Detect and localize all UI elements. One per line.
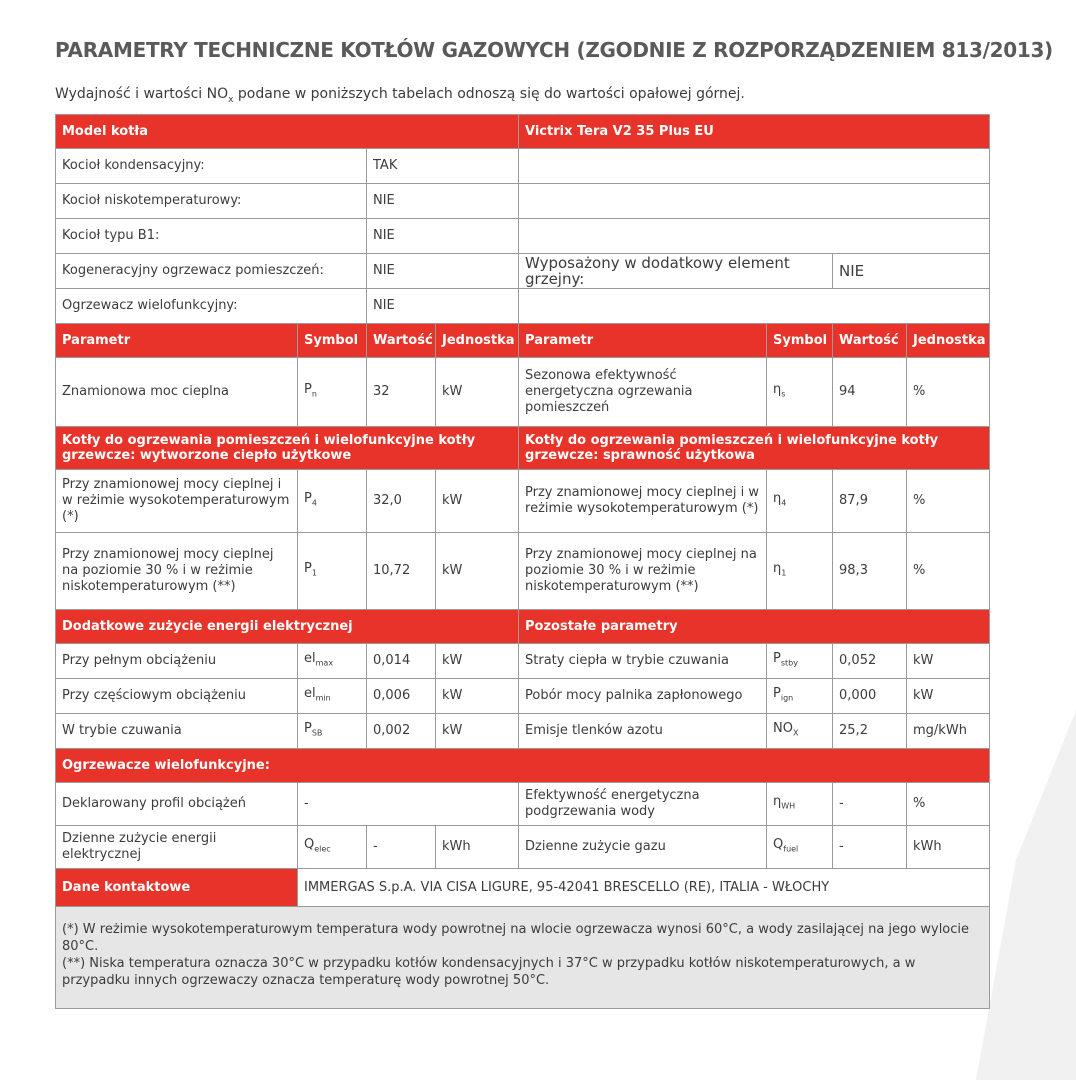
unit-cell: % — [907, 358, 990, 427]
col-header-unit: Jednostka — [436, 324, 519, 358]
param-cell: Przy znamionowej mocy cieplnej na poziomie 30 % i w reżimie niskotemperaturowym (**) — [56, 533, 298, 610]
col-header-unit: Jednostka — [907, 324, 990, 358]
unit-cell: kW — [436, 714, 519, 749]
param-cell: Straty ciepła w trybie czuwania — [519, 644, 767, 679]
table-row — [56, 644, 990, 679]
symbol-cell — [298, 533, 367, 610]
unit-cell: kW — [907, 644, 990, 679]
symbol-text: η — [773, 793, 782, 809]
col-header-symbol: Symbol — [767, 324, 833, 358]
symbol-cell — [298, 470, 367, 533]
col-header-value: Wartość — [833, 324, 907, 358]
footnote: (**) Niska temperatura oznacza 30°C w przypadku kotłów kondensacyjnych i 37°C w przypadku kotłów niskotemperaturowych, a w przypadku innych ogrzewaczy oznacza temperaturę wody powrotnej 50°C. — [62, 956, 916, 988]
empty-cell — [519, 149, 990, 184]
symbol-cell — [298, 358, 367, 427]
value-cell: 0,002 — [367, 714, 436, 749]
boiler-type-row — [56, 254, 990, 289]
symbol-text: η — [773, 381, 782, 397]
symbol-text: el — [304, 650, 316, 666]
symbol-cell — [298, 644, 367, 679]
param-cell: Emisje tlenków azotu — [519, 714, 767, 749]
col-header-symbol: Symbol — [298, 324, 367, 358]
symbol-cell — [767, 644, 833, 679]
footnotes — [56, 907, 990, 1009]
symbol-subscript: 4 — [311, 498, 317, 508]
empty-cell — [519, 184, 990, 219]
symbol-subscript: elec — [314, 844, 331, 854]
value-cell: 32,0 — [367, 470, 436, 533]
table-row — [56, 826, 990, 869]
value-cell: - — [367, 826, 436, 869]
intro-text — [55, 86, 745, 105]
contact-label: Dane kontaktowe — [56, 869, 298, 907]
value-cell: 87,9 — [833, 470, 907, 533]
symbol-text: P — [773, 685, 781, 701]
unit-cell: kW — [436, 533, 519, 610]
symbol-cell — [767, 470, 833, 533]
section-header-row — [56, 610, 990, 644]
symbol-text: Q — [304, 836, 315, 852]
value-cell: - — [833, 783, 907, 826]
intro-text-part: podane w poniższych tabelach odnoszą się do wartości opałowej górnej. — [233, 86, 745, 102]
boiler-type-row — [56, 289, 990, 324]
table-row — [56, 783, 990, 826]
symbol-cell — [767, 714, 833, 749]
section-title: Kotły do ogrzewania pomieszczeń i wielofunkcyjne kotły grzewcze: wytworzone ciepło użytkowe — [56, 427, 519, 470]
symbol-text: η — [773, 560, 782, 576]
symbol-cell — [767, 358, 833, 427]
extra-heater-label: Wyposażony w dodatkowy element grzejny: — [519, 254, 833, 289]
value-cell: - — [298, 783, 519, 826]
symbol-subscript: 1 — [781, 568, 787, 578]
footnote: (*) W reżimie wysokotemperaturowym temperatura wody powrotnej na wlocie ogrzewacza wynosi 60°C, a wody zasilającej na jego wylocie 80°C. — [62, 922, 970, 954]
boiler-type-label: Kocioł niskotemperaturowy: — [56, 184, 367, 219]
intro-text-part: Wydajność i wartości NO — [55, 86, 229, 102]
symbol-subscript: fuel — [783, 844, 799, 854]
param-cell: Znamionowa moc cieplna — [56, 358, 298, 427]
column-header-row — [56, 324, 990, 358]
symbol-cell — [767, 826, 833, 869]
symbol-subscript: stby — [780, 658, 798, 668]
spec-table — [55, 114, 990, 1009]
table-row — [56, 679, 990, 714]
section-header-row — [56, 427, 990, 470]
value-cell: 98,3 — [833, 533, 907, 610]
symbol-cell — [767, 679, 833, 714]
table-row — [56, 470, 990, 533]
symbol-cell — [298, 714, 367, 749]
unit-cell: % — [907, 783, 990, 826]
unit-cell: kW — [436, 679, 519, 714]
section-title: Pozostałe parametry — [519, 610, 990, 644]
param-cell: Przy częściowym obciążeniu — [56, 679, 298, 714]
contact-value: IMMERGAS S.p.A. VIA CISA LIGURE, 95-42041 BRESCELLO (RE), ITALIA - WŁOCHY — [298, 869, 990, 907]
symbol-text: P — [304, 720, 312, 736]
param-cell: Efektywność energetyczna podgrzewania wody — [519, 783, 767, 826]
symbol-cell — [767, 783, 833, 826]
symbol-subscript: min — [315, 693, 331, 703]
symbol-subscript: WH — [781, 801, 796, 811]
contact-row — [56, 869, 990, 907]
value-cell: 0,000 — [833, 679, 907, 714]
param-cell: Przy znamionowej mocy cieplnej i w reżimie wysokotemperaturowym (*) — [56, 470, 298, 533]
symbol-text: el — [304, 685, 316, 701]
model-label: Model kotła — [56, 115, 519, 149]
symbol-subscript: s — [781, 389, 786, 399]
value-cell: 0,014 — [367, 644, 436, 679]
unit-cell: kWh — [436, 826, 519, 869]
page-title: PARAMETRY TECHNICZNE KOTŁÓW GAZOWYCH (ZGODNIE Z ROZPORZĄDZENIEM 813/2013) — [55, 38, 1053, 62]
symbol-cell — [767, 533, 833, 610]
table-row — [56, 533, 990, 610]
param-cell: Pobór mocy palnika zapłonowego — [519, 679, 767, 714]
symbol-subscript: n — [311, 389, 317, 399]
boiler-type-row — [56, 149, 990, 184]
symbol-text: P — [773, 650, 781, 666]
param-cell: Dzienne zużycie gazu — [519, 826, 767, 869]
intro-subscript: x — [228, 94, 234, 105]
symbol-subscript: max — [315, 658, 334, 668]
symbol-cell — [298, 679, 367, 714]
extra-heater-value: NIE — [833, 254, 990, 289]
param-cell: Przy pełnym obciążeniu — [56, 644, 298, 679]
value-cell: 10,72 — [367, 533, 436, 610]
boiler-type-label: Kocioł typu B1: — [56, 219, 367, 254]
col-header-param: Parametr — [519, 324, 767, 358]
symbol-subscript: ign — [780, 693, 794, 703]
value-cell: 0,052 — [833, 644, 907, 679]
unit-cell: kW — [436, 358, 519, 427]
symbol-text: NO — [773, 720, 793, 736]
symbol-subscript: SB — [311, 728, 323, 738]
nominal-row — [56, 358, 990, 427]
empty-cell — [519, 219, 990, 254]
boiler-type-label: Kocioł kondensacyjny: — [56, 149, 367, 184]
section-title: Kotły do ogrzewania pomieszczeń i wielofunkcyjne kotły grzewcze: sprawność użytkowa — [519, 427, 990, 470]
col-header-value: Wartość — [367, 324, 436, 358]
section-title: Ogrzewacze wielofunkcyjne: — [56, 749, 990, 783]
symbol-cell — [298, 826, 367, 869]
model-value: Victrix Tera V2 35 Plus EU — [519, 115, 990, 149]
param-cell: W trybie czuwania — [56, 714, 298, 749]
boiler-type-value: NIE — [367, 219, 519, 254]
symbol-text: η — [773, 490, 782, 506]
symbol-text: P — [304, 381, 312, 397]
value-cell: 0,006 — [367, 679, 436, 714]
value-cell: 25,2 — [833, 714, 907, 749]
param-cell: Deklarowany profil obciążeń — [56, 783, 298, 826]
unit-cell: mg/kWh — [907, 714, 990, 749]
section-header-row — [56, 749, 990, 783]
boiler-type-row — [56, 219, 990, 254]
value-cell: 32 — [367, 358, 436, 427]
symbol-subscript: X — [792, 728, 799, 738]
symbol-subscript: 1 — [311, 568, 317, 578]
unit-cell: kW — [436, 644, 519, 679]
model-row — [56, 115, 990, 149]
unit-cell: % — [907, 533, 990, 610]
symbol-text: Q — [773, 836, 784, 852]
value-cell: 94 — [833, 358, 907, 427]
table-row — [56, 714, 990, 749]
symbol-text: P — [304, 560, 312, 576]
param-cell: Przy znamionowej mocy cieplnej na poziomie 30 % i w reżimie niskotemperaturowym (**) — [519, 533, 767, 610]
param-cell: Sezonowa efektywność energetyczna ogrzewania pomieszczeń — [519, 358, 767, 427]
section-title: Dodatkowe zużycie energii elektrycznej — [56, 610, 519, 644]
param-cell: Dzienne zużycie energii elektrycznej — [56, 826, 298, 869]
param-cell: Przy znamionowej mocy cieplnej i w reżimie wysokotemperaturowym (*) — [519, 470, 767, 533]
boiler-type-row — [56, 184, 990, 219]
empty-cell — [519, 289, 990, 324]
boiler-type-value: TAK — [367, 149, 519, 184]
value-cell: - — [833, 826, 907, 869]
boiler-type-value: NIE — [367, 184, 519, 219]
boiler-type-value: NIE — [367, 289, 519, 324]
boiler-type-value: NIE — [367, 254, 519, 289]
col-header-param: Parametr — [56, 324, 298, 358]
boiler-type-label: Ogrzewacz wielofunkcyjny: — [56, 289, 367, 324]
symbol-text: P — [304, 490, 312, 506]
symbol-subscript: 4 — [781, 498, 787, 508]
unit-cell: kW — [436, 470, 519, 533]
unit-cell: kW — [907, 679, 990, 714]
unit-cell: % — [907, 470, 990, 533]
unit-cell: kWh — [907, 826, 990, 869]
notes-row — [56, 907, 990, 1009]
boiler-type-label: Kogeneracyjny ogrzewacz pomieszczeń: — [56, 254, 367, 289]
